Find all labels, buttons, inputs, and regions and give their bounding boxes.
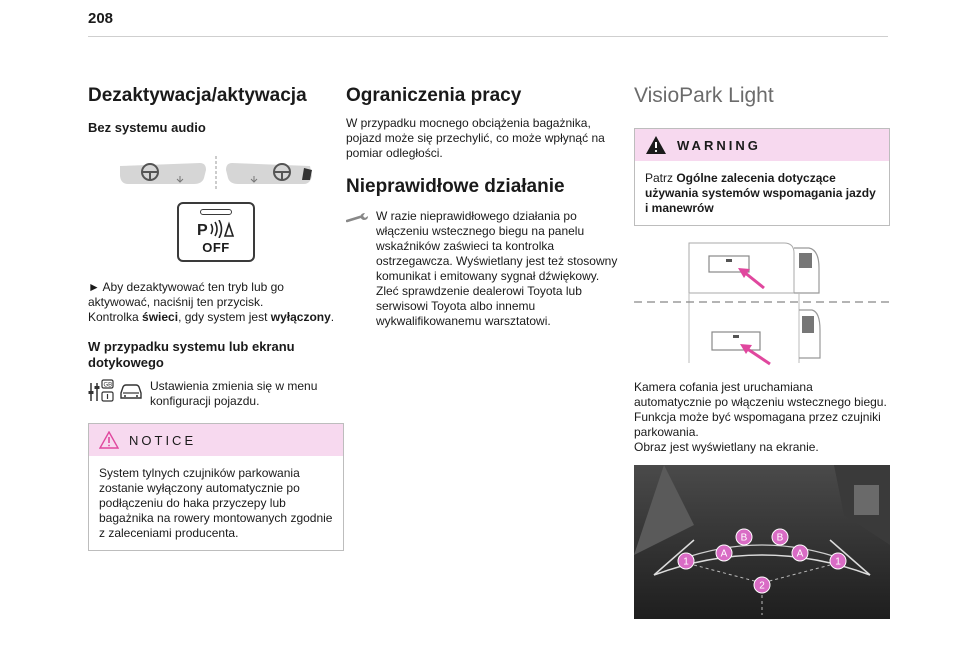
warning-title: WARNING: [677, 137, 761, 153]
warning-header: [635, 129, 889, 161]
column-limitations: [346, 84, 618, 329]
rear-camera-location-figure: [634, 238, 890, 368]
section-title-deactivation: Dezaktywacja/aktywacja: [88, 85, 307, 106]
deactivate-instruction: ► Aby dezaktywować ten tryb lub go aktywować, naciśnij ten przycisk.: [88, 280, 284, 309]
camera-text-1: Kamera cofania jest uruchamiana automatycznie po włączeniu wstecznego biegu.: [634, 380, 887, 409]
subtitle-no-audio: Bez systemu audio: [88, 120, 206, 135]
divider-icon: [214, 156, 218, 190]
section-title-visiopark: VisioPark Light: [634, 84, 774, 107]
settings-row: [88, 379, 344, 409]
warning-box: [634, 128, 890, 226]
audio-settings-icon: [88, 379, 114, 403]
service-text: Zleć sprawdzenie dealerowi Toyota lub serwisowi Toyota albo innemu wykwalifikowanemu warsztatowi.: [376, 284, 582, 328]
camera-view-image: [634, 465, 890, 619]
steering-wheel-figure: [88, 158, 344, 188]
column-visiopark: [634, 84, 890, 619]
off-label: OFF: [202, 240, 230, 255]
camera-marker-label-3: B: [776, 532, 784, 544]
notice-text: System tylnych czujników parkowania zostanie wyłączony automatycznie po podłączeniu do haka przyczepy lub bagażnika na rowery montowanych zgodnie z zaleceniami producenta.: [99, 466, 333, 540]
camera-marker-label-6: 2: [759, 580, 765, 592]
camera-marker-label-0: 1: [683, 556, 689, 568]
page-number: 208: [88, 10, 114, 27]
steering-wheel-left-icon: [118, 158, 208, 188]
notice-header: [89, 424, 343, 456]
camera-marker-label-2: B: [740, 532, 748, 544]
camera-marker-label-4: A: [796, 548, 804, 560]
subtitle-touchscreen: W przypadku systemu lub ekranu dotykowego: [88, 339, 295, 370]
warning-text: Patrz Ogólne zalecenia dotyczące używania systemów wspomagania jazdy i manewrów: [645, 171, 876, 215]
malfunction-row: [346, 209, 618, 329]
camera-view-illustration: [634, 465, 890, 619]
van-rear-illustration: [634, 238, 890, 368]
svg-text:P: P: [197, 222, 208, 238]
wrench-icon: [346, 211, 370, 225]
top-divider: [88, 36, 888, 37]
warning-filled-icon: [645, 135, 667, 155]
indicator-slot: [200, 209, 232, 215]
camera-marker-label-5: 1: [835, 556, 841, 568]
limitations-text: W przypadku mocnego obciążenia bagażnika, pojazd może się przechylić, co może wpłynąć na pomiar odległości.: [346, 116, 605, 160]
parking-sensor-icon: [195, 220, 237, 238]
column-deactivation: [88, 84, 344, 551]
camera-text-2: Funkcja może być wspomagana przez czujniki parkowania.: [634, 410, 881, 439]
section-title-limitations: Ograniczenia pracy: [346, 85, 522, 106]
settings-text: Ustawienia zmienia się w menu konfiguracji pojazdu.: [150, 379, 318, 408]
camera-text-3: Obraz jest wyświetlany na ekranie.: [634, 440, 819, 454]
indicator-note: Kontrolka świeci, gdy system jest wyłączony.: [88, 310, 335, 324]
car-settings-icon: [118, 379, 144, 403]
section-title-malfunction: Nieprawidłowe działanie: [346, 176, 565, 197]
warning-triangle-icon: [99, 431, 119, 449]
svg-text:GB: GB: [103, 382, 113, 389]
steering-wheel-right-icon: [224, 158, 314, 188]
notice-box: [88, 423, 344, 551]
notice-title: NOTICE: [129, 432, 197, 448]
camera-marker-label-1: A: [720, 548, 728, 560]
park-sensor-off-button[interactable]: [177, 202, 255, 262]
malfunction-text: W razie nieprawidłowego działania po włączeniu wstecznego biegu na panelu wskaźników zaświeci ta kontrolka ostrzegawcza. Wyświetlany jest też stosowny komunikat i emitowany sygnał dźwiękowy.: [376, 209, 618, 283]
